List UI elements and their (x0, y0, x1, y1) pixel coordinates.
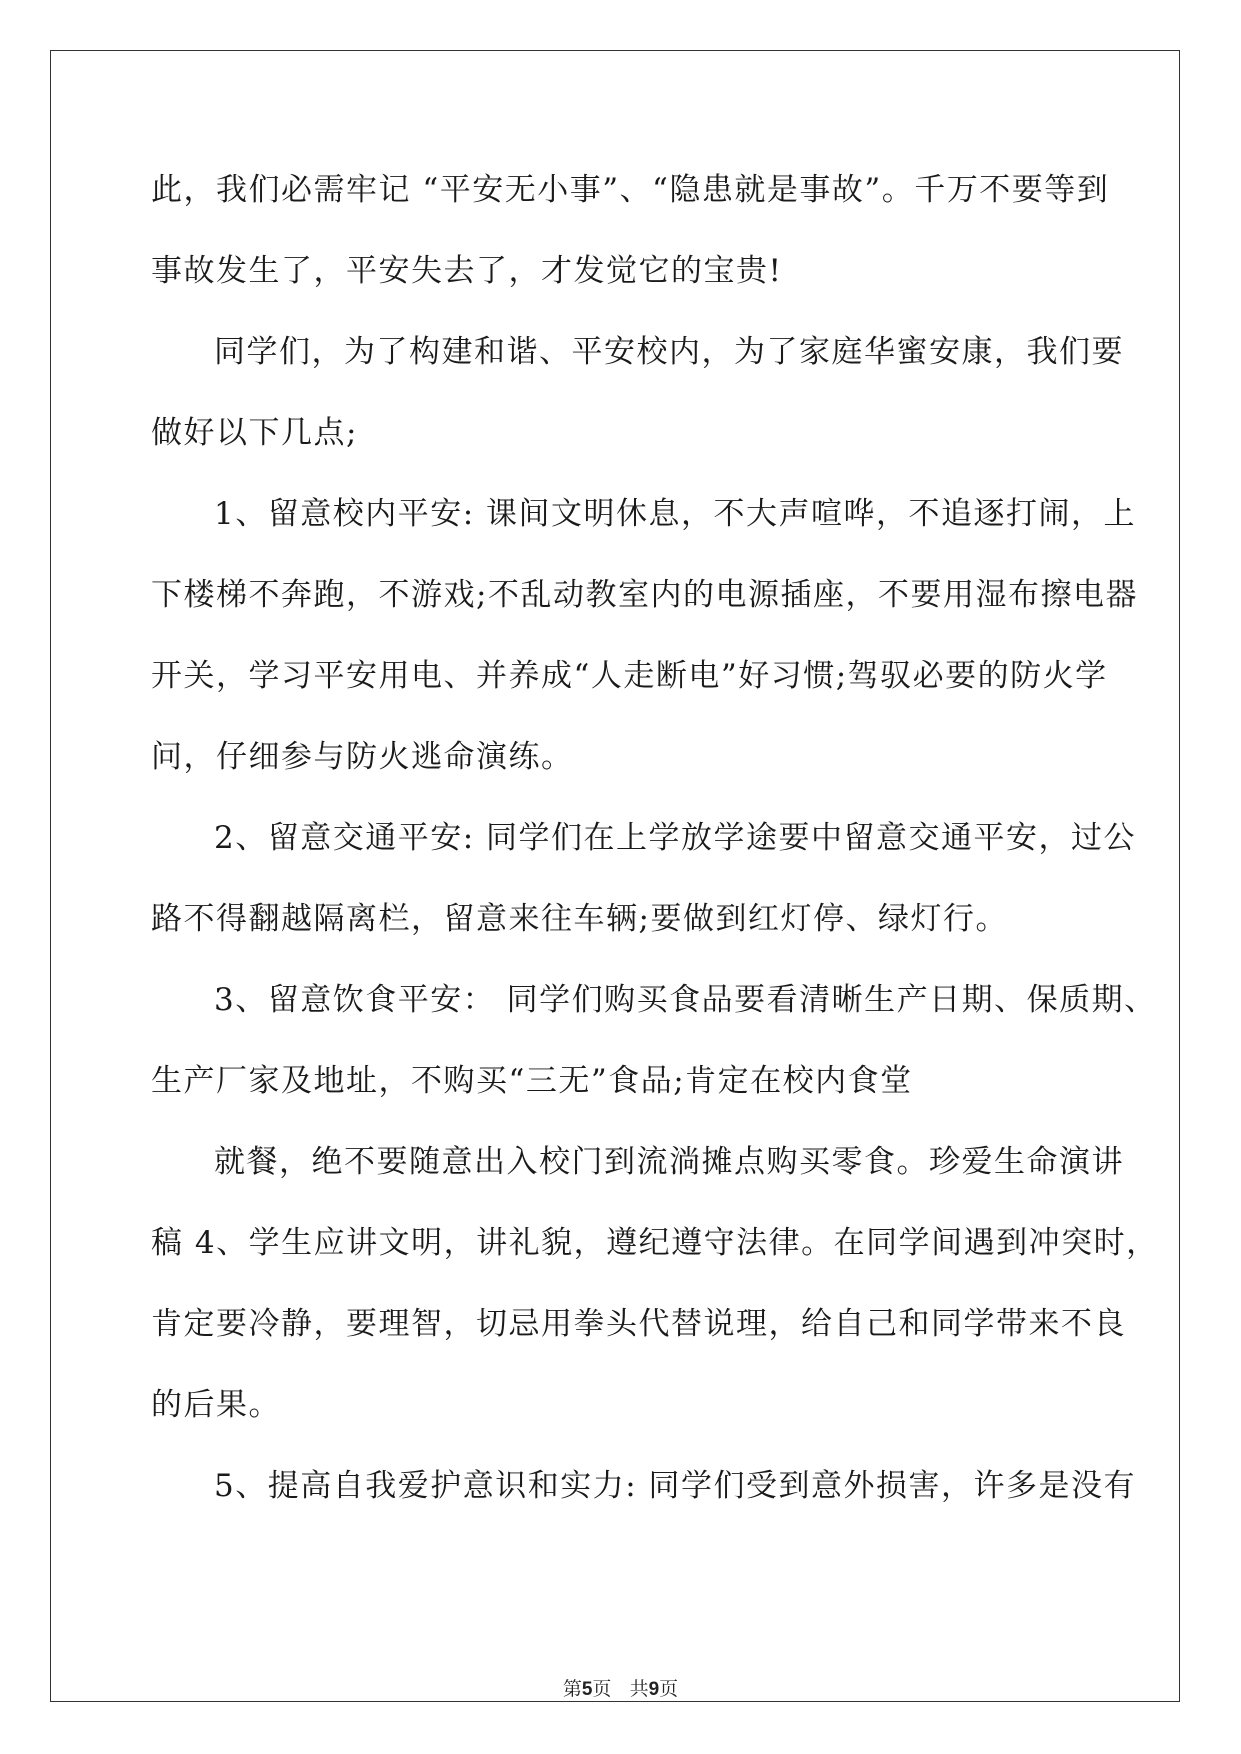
body-line: 稿 4、学生应讲文明，讲礼貌，遵纪遵守法律。在同学间遇到冲突时， (151, 1225, 1159, 1261)
footer-total-prefix: 共 (629, 1678, 649, 1700)
footer-prefix: 第 (562, 1678, 582, 1700)
body-line: 的后果。 (151, 1387, 281, 1423)
paragraph-line: 5、提高自我爱护意识和实力: 同学们受到意外损害，许多是没有 (214, 1468, 1137, 1504)
body-line: 此，我们必需牢记 “平安无小事”、“隐患就是事故”。千万不要等到 (151, 172, 1110, 208)
paragraph-line: 2、留意交通平安: 同学们在上学放学途要中留意交通平安，过公 (214, 820, 1137, 856)
footer-page-unit: 页 (592, 1678, 612, 1700)
body-line: 下楼梯不奔跑，不游戏;不乱动教室内的电源插座，不要用湿布擦电器 (151, 577, 1138, 613)
page-footer (0, 1674, 1241, 1701)
total-pages-number: 9 (648, 1679, 660, 1700)
paragraph-line: 1、留意校内平安: 课间文明休息，不大声喧哗，不追逐打闹，上 (214, 496, 1137, 532)
paragraph-line: 3、留意饮食平安： 同学们购买食品要看清晰生产日期、保质期、 (214, 982, 1157, 1018)
body-line: 肯定要冷静，要理智，切忌用拳头代替说理，给自己和同学带来不良 (151, 1306, 1126, 1342)
body-line: 开关，学习平安用电、并养成“人走断电”好习惯;驾驭必要的防火学 (151, 658, 1108, 694)
body-line: 事故发生了，平安失去了，才发觉它的宝贵! (151, 253, 783, 289)
current-page-number: 5 (581, 1679, 593, 1700)
body-line: 问，仔细参与防火逃命演练。 (151, 739, 574, 775)
body-line: 路不得翻越隔离栏，留意来往车辆;要做到红灯停、绿灯行。 (151, 901, 1008, 937)
paragraph-line: 同学们，为了构建和谐、平安校内，为了家庭华蜜安康，我们要 (214, 334, 1124, 370)
body-line: 生产厂家及地址，不购买“三无”食品;肯定在校内食堂 (151, 1063, 913, 1099)
footer-total-unit: 页 (659, 1678, 679, 1700)
body-line: 做好以下几点; (151, 415, 358, 451)
paragraph-line: 就餐，绝不要随意出入校门到流淌摊点购买零食。珍爱生命演讲 (214, 1144, 1124, 1180)
document-body (151, 165, 1159, 1542)
